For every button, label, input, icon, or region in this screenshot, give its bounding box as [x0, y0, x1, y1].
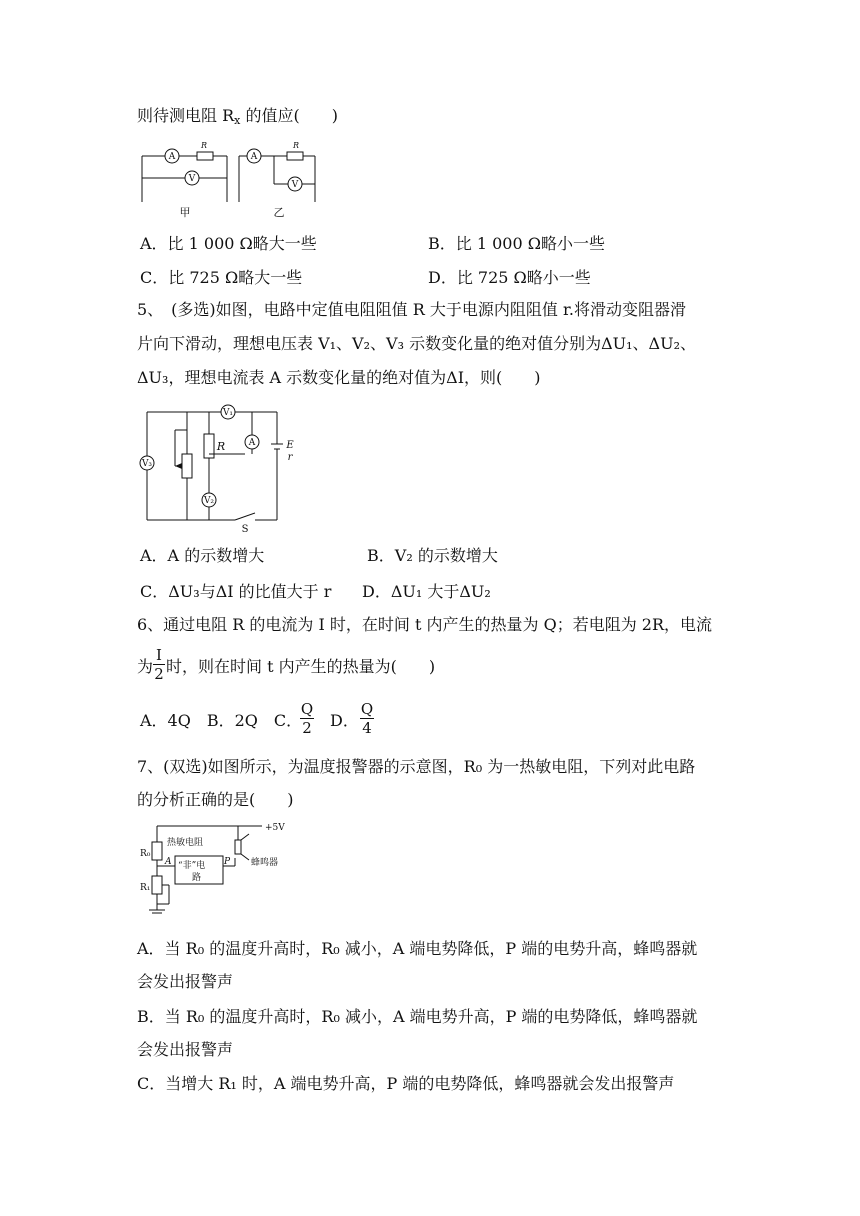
q7-circuit-figure	[137, 818, 302, 918]
svg-text:V₂: V₂	[203, 496, 215, 506]
svg-text:R₀: R₀	[140, 849, 151, 859]
q6-stem-line2-post: 时，则在时间 t 内产生的热量为( )	[166, 657, 436, 676]
q6-options-ab: A．4Q B．2Q C．	[140, 711, 303, 730]
svg-text:甲: 甲	[179, 206, 191, 219]
q6-stem-line2-pre: 为	[137, 657, 154, 676]
q6-option-d-label: D．	[330, 711, 359, 730]
svg-text:V: V	[291, 180, 299, 190]
svg-text:R: R	[292, 141, 300, 150]
svg-text:R₁: R₁	[140, 883, 151, 893]
svg-text:E: E	[286, 440, 294, 451]
q7-stem-line2: 的分析正确的是( )	[137, 790, 294, 809]
q5-stem-line2: 片向下滑动，理想电压表 V₁、V₂、V₃ 示数变化量的绝对值分别为ΔU₁、ΔU₂、	[137, 334, 696, 353]
q5-option-b: B．V₂ 的示数增大	[367, 546, 498, 565]
q5-stem-line3: ΔU₃，理想电流表 A 示数变化量的绝对值为ΔI，则( )	[137, 368, 541, 387]
svg-text:S: S	[241, 524, 249, 535]
q4-option-a: A．比 1 000 Ω略大一些	[140, 234, 317, 253]
q5-option-a: A．A 的示数增大	[140, 546, 265, 565]
svg-text:A: A	[248, 438, 256, 448]
q6-stem-line1: 6、通过电阻 R 的电流为 I 时，在时间 t 内产生的热量为 Q；若电阻为 2R，电流	[137, 615, 713, 634]
q5-stem-line1: 5、 (多选)如图，电路中定值电阻阻值 R 大于电源内阻阻值 r.将滑动变阻器滑	[137, 300, 686, 319]
svg-text:r: r	[287, 452, 293, 463]
q7-option-a-line1: A．当 R₀ 的温度升高时，R₀ 减小，A 端电势降低，P 端的电势升高，蜂鸣器就	[137, 939, 698, 958]
q4-circuit-figures	[137, 138, 327, 220]
svg-text:乙: 乙	[273, 206, 285, 219]
q4-stem: 则待测电阻 $R_x$ 的值应( )	[137, 106, 338, 127]
q7-stem-line1: 7、(双选)如图所示，为温度报警器的示意图，R₀ 为一热敏电阻，下列对此电路	[137, 757, 696, 776]
q6-option-c-fraction: Q 2	[300, 700, 314, 737]
svg-text:A: A	[168, 152, 176, 162]
q5-option-c: C．ΔU₃与ΔI 的比值大于 r	[140, 582, 332, 601]
q4-option-c: C．比 725 Ω略大一些	[140, 268, 303, 287]
svg-text:“非”电: “非”电	[178, 861, 206, 871]
svg-text:R: R	[216, 440, 226, 453]
q4-option-d: D．比 725 Ω略小一些	[428, 268, 591, 287]
svg-text:V₁: V₁	[222, 408, 234, 418]
svg-text:V₃: V₃	[141, 459, 153, 469]
q7-option-a-line2: 会发出报警声	[137, 972, 234, 991]
svg-text:路: 路	[192, 873, 202, 883]
q4-option-b: B．比 1 000 Ω略小一些	[428, 234, 606, 253]
q7-option-b-line2: 会发出报警声	[137, 1040, 234, 1059]
svg-text:热敏电阻: 热敏电阻	[167, 838, 204, 848]
q7-option-b-line1: B．当 R₀ 的温度升高时，R₀ 减小，A 端电势升高，P 端的电势降低，蜂鸣器就	[137, 1007, 698, 1026]
q5-option-d: D．ΔU₁ 大于ΔU₂	[362, 582, 491, 601]
q5-circuit-figure	[137, 400, 307, 535]
svg-text:A: A	[165, 857, 172, 867]
svg-text:R: R	[200, 141, 208, 150]
q7-option-c: C．当增大 R₁ 时，A 端电势升高，P 端的电势降低，蜂鸣器就会发出报警声	[137, 1074, 675, 1093]
svg-text:蜂鸣器: 蜂鸣器	[251, 858, 279, 868]
q6-fraction-current: I 2	[154, 646, 164, 683]
q6-option-d-fraction: Q 4	[360, 700, 374, 737]
svg-text:+5V: +5V	[265, 823, 285, 833]
svg-text:P: P	[224, 857, 231, 867]
svg-text:V: V	[188, 174, 196, 184]
svg-text:A: A	[250, 152, 258, 162]
